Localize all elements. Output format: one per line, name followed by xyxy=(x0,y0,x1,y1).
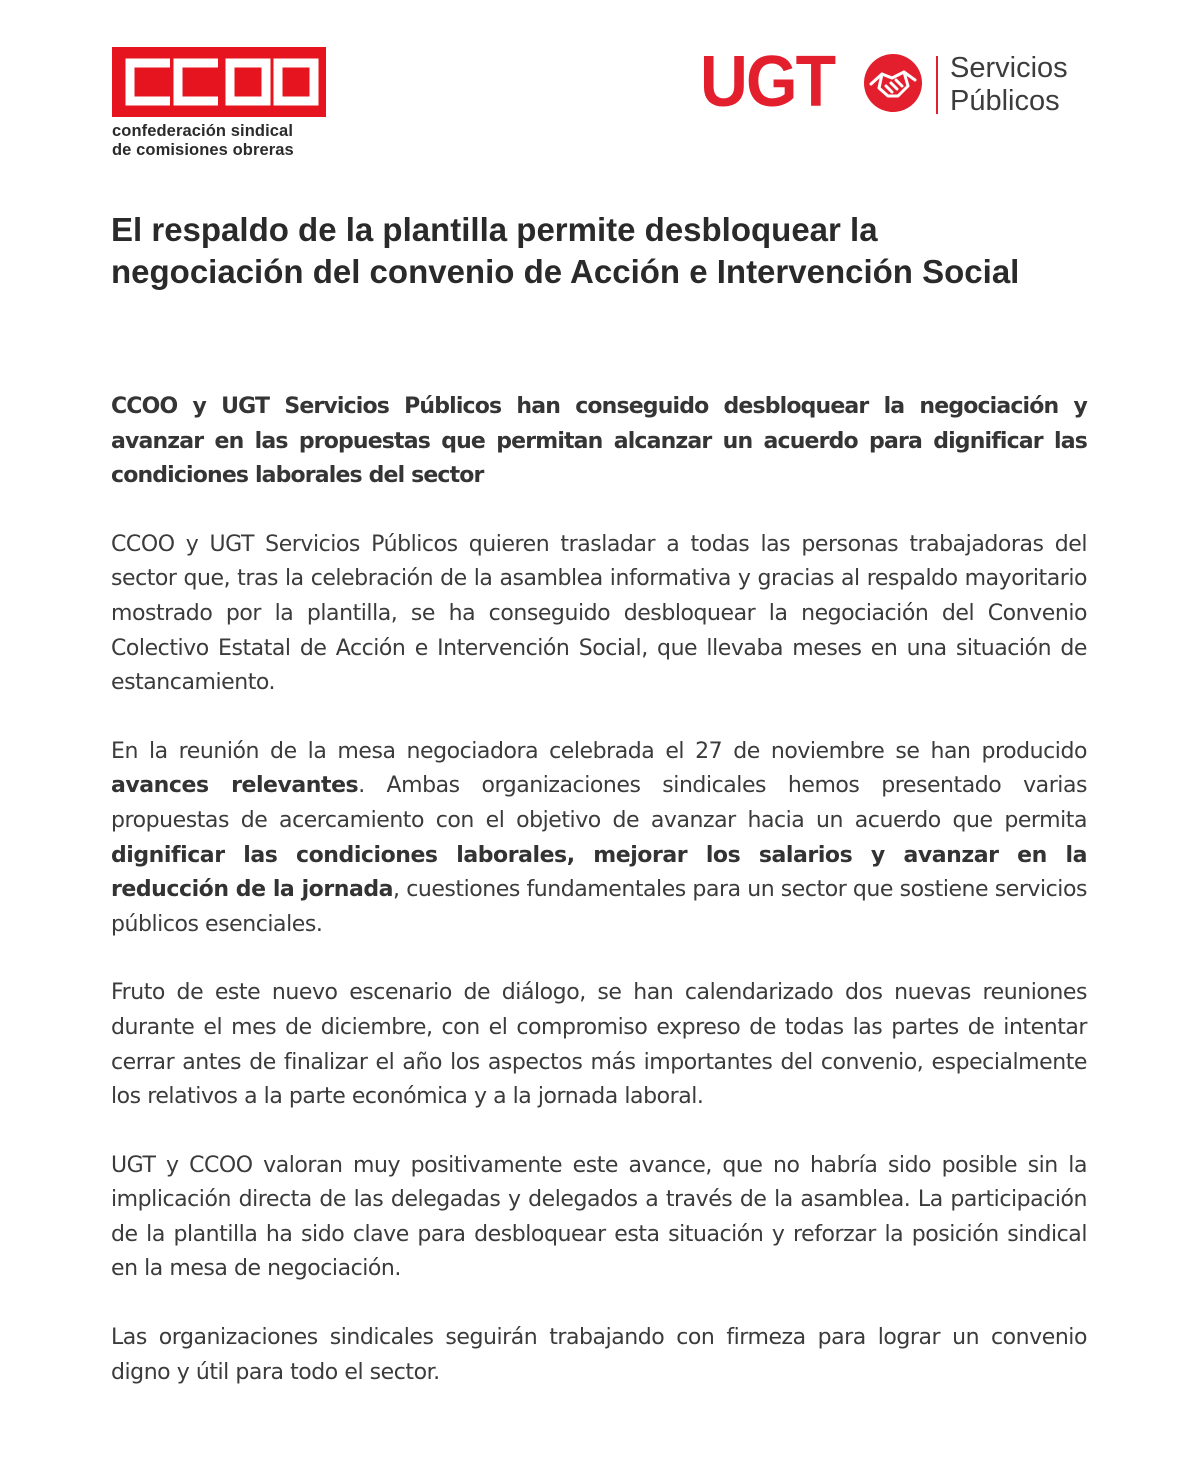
lead-paragraph: CCOO y UGT Servicios Públicos han conseguido desbloquear la negociación y avanzar en las propuestas que permitan alcanzar un acuerdo para dignificar las condiciones laborales del sector xyxy=(111,394,1087,489)
handshake-icon xyxy=(862,52,924,114)
ugt-services-line2: Públicos xyxy=(950,85,1060,117)
paragraph-4: UGT y CCOO valoran muy positivamente este avance, que no habría sido posible sin la implicación directa de las delegadas y delegados a través de la asamblea. La participación de la plantilla ha sido clave para desbloquear esta situación y reforzar la posición sindical en la mesa de negociación. xyxy=(111,1152,1087,1282)
ugt-services-text xyxy=(950,52,1068,118)
ugt-logo-word: UGT xyxy=(700,42,835,122)
ugt-services-line1: Servicios xyxy=(950,52,1068,84)
ccoo-logo-mark xyxy=(112,47,326,117)
paragraph-2-part1: En la reunión de la mesa negociadora celebrada el 27 de noviembre se han producido xyxy=(111,738,1087,764)
paragraph-5: Las organizaciones sindicales seguirán trabajando con firmeza para lograr un convenio digno y útil para todo el sector. xyxy=(111,1325,1087,1385)
paragraph-2-bold2: dignificar las condiciones laborales, mejorar los salarios y avanzar en la reducción de la jornada xyxy=(111,842,1087,903)
ccoo-tagline-line2: de comisiones obreras xyxy=(112,141,294,159)
ccoo-tagline xyxy=(112,122,328,160)
ccoo-tagline-line1: confederación sindical xyxy=(112,122,294,140)
article-body xyxy=(111,390,1087,1424)
ccoo-letters-icon xyxy=(112,47,326,117)
paragraph-3: Fruto de este nuevo escenario de diálogo, se han calendarizado dos nuevas reuniones durante el mes de diciembre, con el compromiso expreso de todas las partes de intentar cerrar antes de finalizar el año los aspectos más importantes del convenio, especialmente los relativos a la parte económica y a la jornada laboral. xyxy=(111,980,1087,1110)
ugt-divider xyxy=(936,56,938,114)
paragraph-2 xyxy=(111,735,1087,943)
paragraph-2-part3: , cuestiones fundamentales para un sector que sostiene servicios públicos esenciales. xyxy=(111,877,1087,937)
paragraph-2-bold1: avances relevantes xyxy=(111,773,359,799)
headline: El respaldo de la plantilla permite desbloquear la negociación del convenio de Acción e Intervención Social xyxy=(111,211,1020,290)
paragraph-1: CCOO y UGT Servicios Públicos quieren trasladar a todas las personas trabajadoras del sector que, tras la celebración de la asamblea informativa y gracias al respaldo mayoritario mostrado por la plantilla, se ha conseguido desbloquear la negociación del Convenio Colectivo Estatal de Acción e Intervención Social, que llevaba meses en una situación de estancamiento. xyxy=(111,531,1087,696)
paragraph-2-part2: . Ambas organizaciones sindicales hemos presentado varias propuestas de acercamiento con el objetivo de avanzar hacia un acuerdo que permita xyxy=(111,773,1087,833)
ccoo-logo xyxy=(112,47,328,160)
ugt-logo xyxy=(700,42,1090,122)
